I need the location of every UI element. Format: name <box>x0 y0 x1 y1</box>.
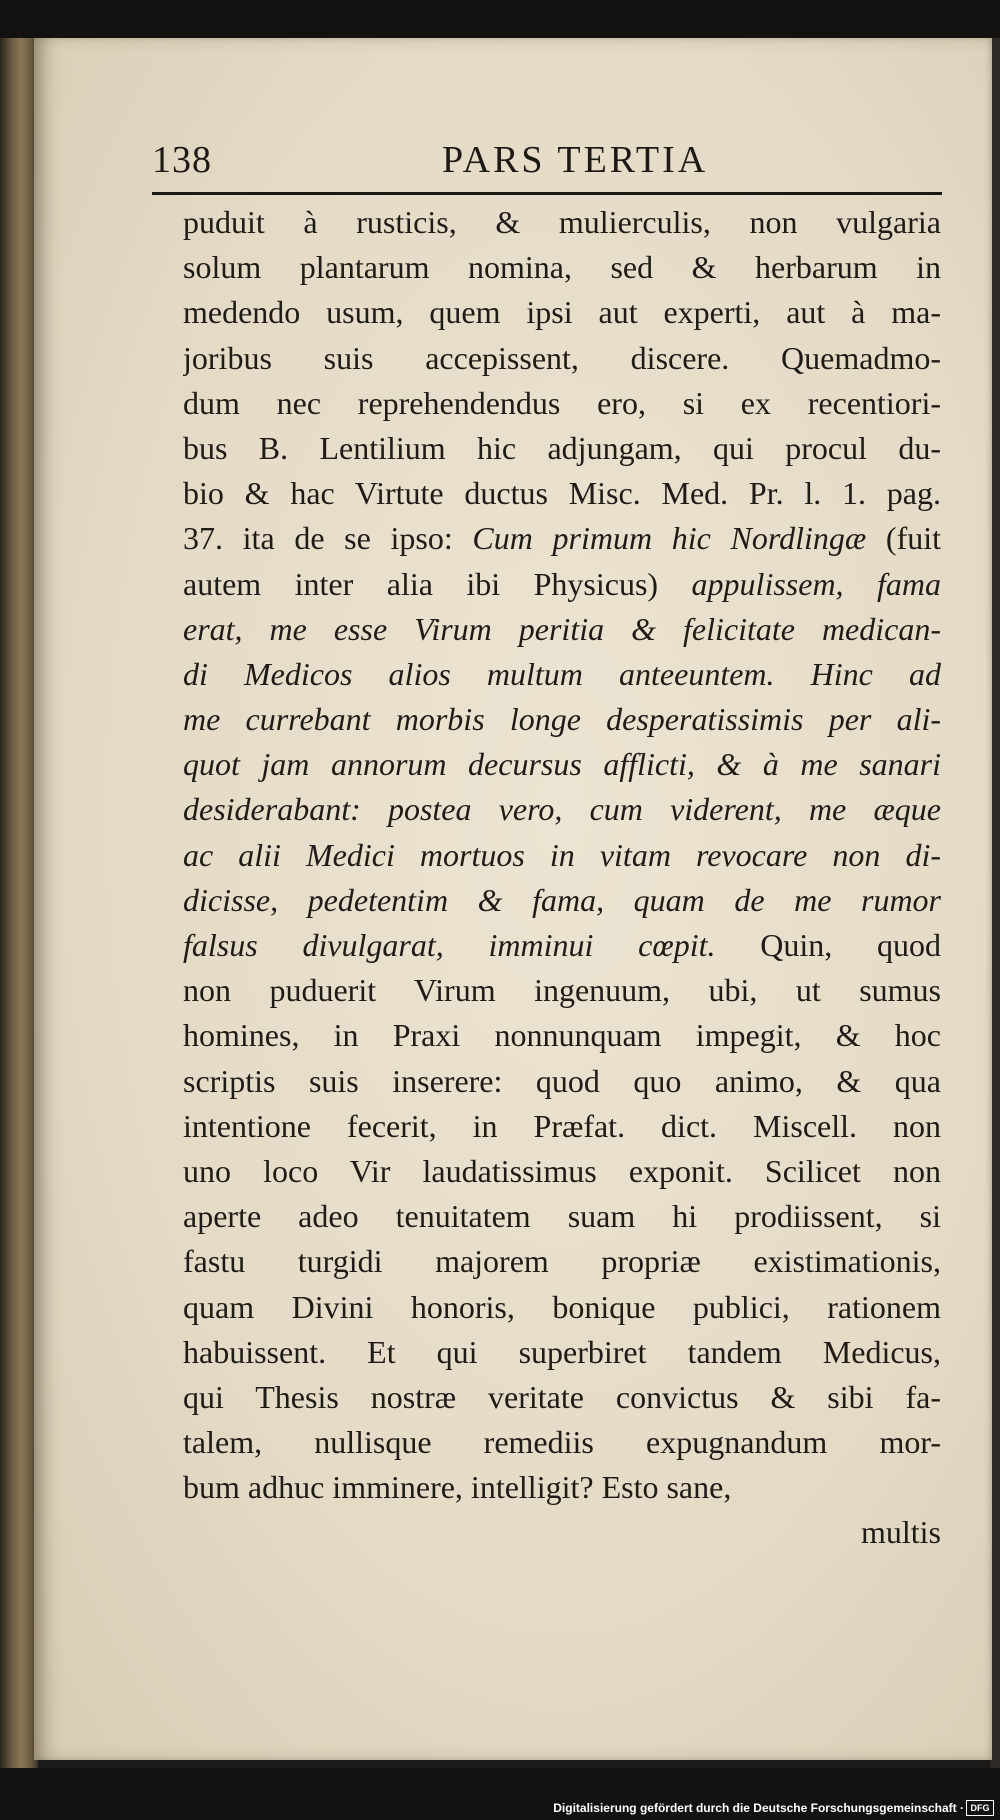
text-line <box>183 1059 941 1104</box>
line-text: autem inter alia ibi Physicus) <box>183 565 692 602</box>
line-text: homines, in Praxi nonnunquam impegit, & hoc <box>183 1017 941 1054</box>
italic-quote-text: dicisse, pedetentim & fama, quam de me rumor <box>183 881 941 918</box>
line-text: scriptis suis inserere: quod quo animo, & qua <box>183 1062 941 1099</box>
text-line <box>183 1510 941 1555</box>
scan-top-border <box>0 0 1000 42</box>
line-text: joribus suis accepissent, discere. Quemadmo- <box>183 339 941 376</box>
text-line <box>183 1013 941 1058</box>
text-line <box>183 787 941 832</box>
text-line <box>183 652 941 697</box>
text-line <box>183 1420 941 1465</box>
italic-quote-text: quot jam annorum decursus afflicti, & à me sanari <box>183 746 941 783</box>
text-line <box>183 1194 941 1239</box>
line-text: aperte adeo tenuitatem suam hi prodiissent, si <box>183 1198 941 1235</box>
line-text: talem, nullisque remediis expugnandum mor- <box>183 1424 941 1461</box>
text-line <box>183 968 941 1013</box>
text-line <box>183 381 941 426</box>
line-text: quam Divini honoris, bonique publici, rationem <box>183 1288 941 1325</box>
italic-quote-text: appulissem, fama <box>691 565 941 602</box>
text-line <box>183 1239 941 1284</box>
line-text: fastu turgidi majorem propriæ existimationis, <box>183 1243 941 1280</box>
text-line <box>183 336 941 381</box>
italic-quote-text: ac alii Medici mortuos in vitam revocare non di- <box>183 836 941 873</box>
italic-quote-text: me currebant morbis longe desperatissimis per ali- <box>183 701 941 738</box>
page-header <box>152 138 942 186</box>
line-text: multis <box>860 1514 941 1551</box>
line-text: qui Thesis nostræ veritate convictus & sibi fa- <box>183 1378 941 1415</box>
text-line <box>183 1330 941 1375</box>
text-line <box>183 245 941 290</box>
text-line <box>183 426 941 471</box>
text-line <box>183 290 941 335</box>
book-binding <box>0 38 38 1768</box>
dfg-logo-icon: DFG <box>966 1800 994 1816</box>
line-text: Quin, quod <box>715 927 941 963</box>
text-line <box>183 1104 941 1149</box>
line-text: (fuit <box>866 520 941 557</box>
line-text: habuissent. Et qui superbiret tandem Medicus, <box>183 1333 941 1370</box>
line-text: bus B. Lentilium hic adjungam, qui procul du- <box>183 429 941 466</box>
running-title: PARS TERTIA <box>442 139 709 181</box>
page-number: 138 <box>152 139 212 181</box>
italic-quote-text: erat, me esse Virum peritia & felicitate medican- <box>183 610 941 647</box>
line-text: 37. ita de se ipso: <box>183 520 473 557</box>
text-line <box>183 607 941 652</box>
text-line <box>183 1149 941 1194</box>
text-line <box>183 697 941 742</box>
text-line <box>183 471 941 516</box>
italic-quote-text: di Medicos alios multum anteeuntem. Hinc ad <box>183 655 941 692</box>
line-text: bio & hac Virtute ductus Misc. Med. Pr. l. 1. pag. <box>183 475 941 512</box>
body-text <box>183 200 941 1556</box>
header-rule <box>152 192 942 195</box>
text-line <box>183 833 941 878</box>
italic-quote-text: falsus divulgarat, imminui cœpit. <box>183 927 716 963</box>
italic-quote-text: Cum primum hic Nordlingæ <box>472 520 867 557</box>
line-text: puduit à rusticis, & mulierculis, non vulgaria <box>183 204 941 240</box>
line-text: dum nec reprehendendus ero, si ex recentiori- <box>183 384 941 421</box>
digitization-credit: Digitalisierung gefördert durch die Deutsche Forschungsgemeinschaft · <box>553 1801 964 1815</box>
line-text: solum plantarum nomina, sed & herbarum in <box>183 249 941 286</box>
text-line <box>183 742 941 787</box>
text-line <box>183 200 941 245</box>
text-line <box>183 1285 941 1330</box>
text-line <box>183 923 941 968</box>
italic-quote-text: desiderabant: postea vero, cum viderent, me æque <box>183 791 941 828</box>
line-text: non puduerit Virum ingenuum, ubi, ut sumus <box>183 972 941 1009</box>
line-text: medendo usum, quem ipsi aut experti, aut à ma- <box>183 294 941 331</box>
text-line <box>183 562 941 607</box>
line-text: bum adhuc imminere, intelligit? Esto sane, <box>183 1469 732 1506</box>
line-text: intentione fecerit, in Præfat. dict. Miscell. non <box>183 1107 941 1144</box>
text-line <box>183 1465 941 1510</box>
text-line <box>183 878 941 923</box>
text-line <box>183 1375 941 1420</box>
line-text: uno loco Vir laudatissimus exponit. Scilicet non <box>183 1152 941 1189</box>
text-line <box>183 516 941 561</box>
